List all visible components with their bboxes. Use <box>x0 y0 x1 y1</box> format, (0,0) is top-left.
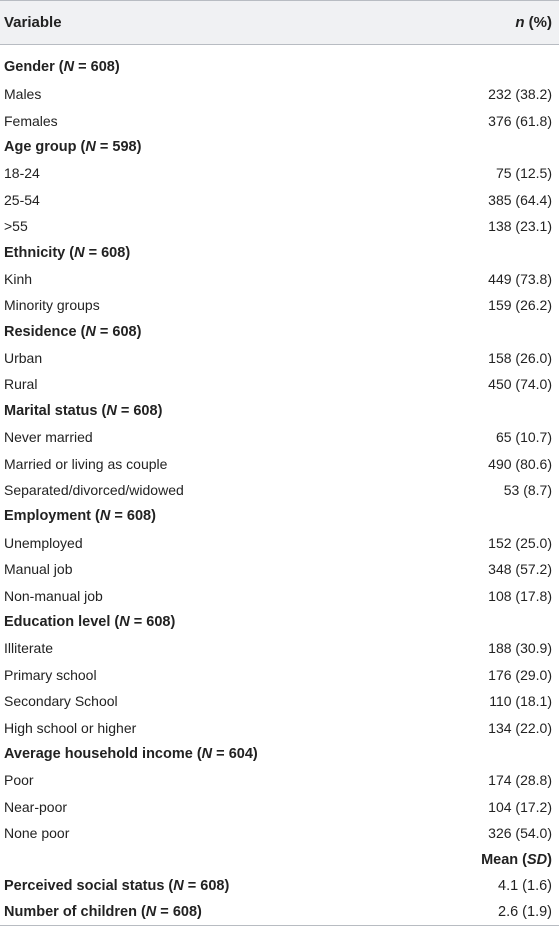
table-row <box>0 530 559 556</box>
row-label: Separated/divorced/widowed <box>4 482 184 499</box>
mean-sd-header-row <box>0 846 559 872</box>
table-row <box>0 424 559 450</box>
row-label: Minority groups <box>4 297 100 314</box>
row-value: 152 (25.0) <box>488 534 552 551</box>
row-label: None poor <box>4 825 70 842</box>
table-row <box>0 371 559 397</box>
table-header-row <box>0 1 559 45</box>
row-value: 188 (30.9) <box>488 640 552 657</box>
row-label: Never married <box>4 429 93 446</box>
table-row <box>0 556 559 582</box>
row-value: 176 (29.0) <box>488 666 552 683</box>
section-title: Education level (N = 608) <box>4 614 176 630</box>
section-title: Perceived social status (N = 608) <box>4 877 230 894</box>
table-body <box>0 45 559 926</box>
mean-row <box>0 873 559 899</box>
row-value: 75 (12.5) <box>495 165 552 182</box>
row-value: 490 (80.6) <box>488 455 552 472</box>
row-value: 348 (57.2) <box>488 561 552 578</box>
table-row <box>0 662 559 688</box>
table-row <box>0 794 559 820</box>
mean-value: 2.6 (1.9) <box>430 899 559 925</box>
row-label: Non-manual job <box>4 587 103 604</box>
section-header-row <box>0 398 559 424</box>
row-label: Rural <box>4 376 38 393</box>
section-title: Employment (N = 608) <box>4 508 156 525</box>
section-title: Ethnicity (N = 608) <box>4 244 131 261</box>
table-row <box>0 714 559 740</box>
section-header-row <box>0 134 559 160</box>
row-value: 53 (8.7) <box>503 482 552 499</box>
table-row <box>0 635 559 661</box>
section-title: Age group (N = 598) <box>4 138 142 155</box>
section-header-row <box>0 45 559 82</box>
row-label: Near-poor <box>4 798 68 815</box>
row-value: 385 (64.4) <box>488 191 552 208</box>
row-label: Urban <box>4 350 43 367</box>
row-value: 110 (18.1) <box>489 693 552 710</box>
section-title: Gender (N = 608) <box>4 59 120 75</box>
row-label: Illiterate <box>4 640 54 657</box>
mean-sd-column-header: Mean (SD) <box>481 851 552 868</box>
section-header-row <box>0 609 559 635</box>
section-title: Number of children (N = 608) <box>0 899 430 925</box>
row-value: 134 (22.0) <box>488 719 552 736</box>
table-row <box>0 107 559 133</box>
row-value: 108 (17.8) <box>488 587 552 604</box>
row-label: Females <box>4 112 58 129</box>
table-row <box>0 477 559 503</box>
n-percent-column-header: n (%) <box>430 1 559 45</box>
row-value: 174 (28.8) <box>488 772 552 789</box>
section-title: Marital status (N = 608) <box>4 402 163 419</box>
row-label: Manual job <box>4 561 73 578</box>
section-title: Average household income (N = 604) <box>4 745 258 762</box>
row-value: 104 (17.2) <box>488 798 552 815</box>
row-value: 376 (61.8) <box>488 112 552 129</box>
row-label: Married or living as couple <box>4 455 168 472</box>
row-value: 450 (74.0) <box>488 376 552 393</box>
row-value: 449 (73.8) <box>488 270 552 287</box>
row-value: 159 (26.2) <box>488 297 552 314</box>
mean-value: 4.1 (1.6) <box>498 877 552 894</box>
row-label: Poor <box>4 772 34 789</box>
table-row <box>0 160 559 186</box>
row-value: 326 (54.0) <box>488 825 552 842</box>
section-header-row <box>0 503 559 529</box>
section-header-row <box>0 239 559 265</box>
row-label: >55 <box>4 218 28 235</box>
section-header-row <box>0 319 559 345</box>
row-value: 138 (23.1) <box>488 218 552 235</box>
table-row <box>0 213 559 239</box>
row-value: 158 (26.0) <box>488 350 552 367</box>
row-value: 65 (10.7) <box>495 429 552 446</box>
row-label: Primary school <box>4 666 97 683</box>
row-label: 25-54 <box>4 191 40 208</box>
row-label: High school or higher <box>4 719 137 736</box>
table-row <box>0 292 559 318</box>
row-value: 232 (38.2) <box>488 86 552 103</box>
table-row <box>0 820 559 846</box>
variable-column-header: Variable <box>0 1 430 45</box>
table-row <box>0 582 559 608</box>
mean-row <box>0 899 559 925</box>
table-row <box>0 767 559 793</box>
row-label: 18-24 <box>4 165 40 182</box>
table-row <box>0 345 559 371</box>
row-label: Secondary School <box>4 693 118 710</box>
table-row <box>0 187 559 213</box>
table-row <box>0 450 559 476</box>
section-header-row <box>0 741 559 767</box>
row-label: Males <box>4 86 42 103</box>
table-row <box>0 81 559 107</box>
row-label: Unemployed <box>4 534 83 551</box>
table-row <box>0 266 559 292</box>
section-title: Residence (N = 608) <box>4 323 142 340</box>
row-label: Kinh <box>4 270 33 287</box>
table-row <box>0 688 559 714</box>
